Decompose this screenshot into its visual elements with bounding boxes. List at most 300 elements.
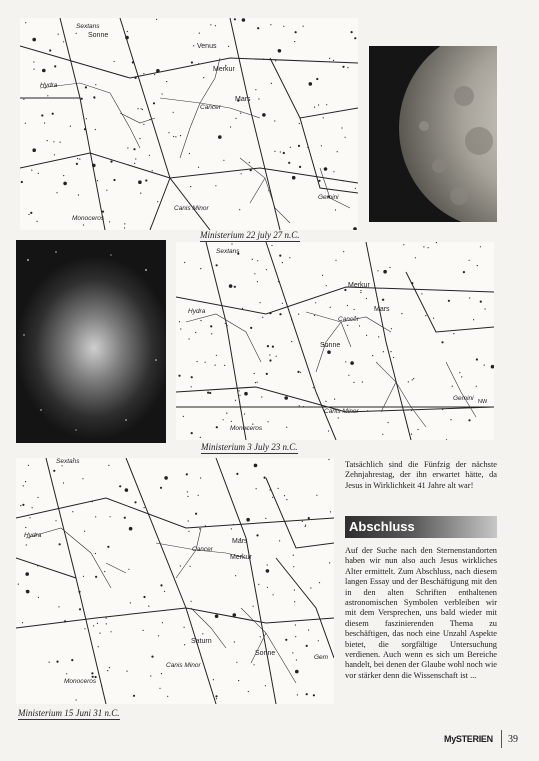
star-dot bbox=[240, 113, 241, 114]
star-dot bbox=[329, 58, 330, 59]
star-dot bbox=[230, 126, 231, 127]
star-dot bbox=[150, 675, 151, 676]
star-dot bbox=[354, 37, 356, 39]
star-dot bbox=[333, 60, 334, 61]
star-dot bbox=[54, 154, 55, 155]
star-dot bbox=[108, 465, 109, 466]
star-dot bbox=[267, 564, 268, 565]
star-dot bbox=[198, 495, 199, 496]
star-dot bbox=[360, 290, 361, 291]
star-dot bbox=[258, 98, 259, 99]
star-dot bbox=[308, 629, 309, 630]
star-map-1 bbox=[20, 18, 358, 230]
star-dot bbox=[114, 61, 115, 62]
star-dot bbox=[343, 251, 344, 252]
label-sextans: Sextans bbox=[216, 248, 240, 255]
star-dot bbox=[107, 670, 108, 671]
label-sonne: Sonne bbox=[320, 342, 341, 349]
star-dot bbox=[294, 41, 295, 42]
star-dot bbox=[83, 576, 84, 577]
star-dot bbox=[83, 224, 84, 225]
star-dot bbox=[160, 487, 162, 489]
star-dot bbox=[282, 303, 283, 304]
star-dot bbox=[26, 590, 27, 591]
star-dot bbox=[157, 201, 158, 202]
star-dot bbox=[84, 531, 85, 532]
star-dot bbox=[299, 166, 301, 168]
star-dot bbox=[303, 406, 304, 407]
star-dot bbox=[223, 419, 224, 420]
label-mars: Mars bbox=[235, 96, 251, 103]
star-dot bbox=[250, 169, 252, 171]
star-dot bbox=[156, 69, 160, 73]
star-dot bbox=[162, 622, 163, 623]
star-dot bbox=[476, 358, 478, 360]
star-dot bbox=[189, 153, 190, 154]
star-dot bbox=[134, 501, 136, 503]
star-dot bbox=[124, 227, 125, 228]
star-dot bbox=[42, 69, 46, 73]
star-dot bbox=[191, 386, 192, 387]
star-dot bbox=[328, 430, 329, 431]
star-dot bbox=[209, 392, 211, 394]
label-cancer: Cancer bbox=[200, 104, 221, 111]
star-dot bbox=[333, 171, 334, 172]
star-dot bbox=[216, 264, 218, 266]
star-dot bbox=[160, 584, 162, 586]
star-dot bbox=[190, 186, 191, 187]
star-dot bbox=[261, 396, 262, 397]
star-dot bbox=[143, 124, 144, 125]
star-dot bbox=[362, 381, 363, 382]
star-dot bbox=[325, 401, 326, 402]
star-dot bbox=[388, 422, 389, 423]
star-dot bbox=[310, 587, 311, 588]
star-dot bbox=[187, 491, 188, 492]
star-dot bbox=[210, 24, 211, 25]
star-dot bbox=[268, 421, 269, 422]
star-dot bbox=[291, 341, 292, 342]
star-dot bbox=[294, 601, 295, 602]
label-merkur: Merkur bbox=[230, 554, 252, 561]
star-dot bbox=[138, 180, 142, 184]
star-dot bbox=[279, 540, 280, 541]
star-dot bbox=[305, 525, 306, 526]
star-dot bbox=[47, 140, 48, 141]
star-dot bbox=[318, 180, 320, 182]
caption-map-2: Ministerium 3 July 23 n.C. bbox=[201, 442, 298, 452]
star-dot bbox=[249, 162, 250, 163]
star-dot bbox=[315, 302, 316, 303]
star-dot bbox=[71, 659, 73, 661]
star-dot bbox=[382, 299, 383, 300]
star-dot bbox=[463, 271, 465, 273]
star-dot bbox=[210, 325, 212, 327]
star-dot bbox=[207, 392, 209, 394]
star-dot bbox=[284, 495, 285, 496]
caption-map-3: Ministerium 15 Juni 31 n.C. bbox=[18, 708, 120, 718]
label-canis-minor: Canis Minor bbox=[324, 408, 359, 415]
star-dot bbox=[314, 107, 315, 108]
star-dot bbox=[306, 693, 308, 695]
star-dot bbox=[257, 382, 258, 383]
star-dot bbox=[255, 89, 256, 90]
star-dot bbox=[216, 426, 218, 428]
star-dot bbox=[248, 691, 249, 692]
star-dot bbox=[78, 591, 80, 593]
star-dot bbox=[299, 405, 300, 406]
star-dot bbox=[367, 410, 368, 411]
star-dot bbox=[299, 123, 300, 124]
star-dot bbox=[459, 372, 460, 373]
star-dot bbox=[63, 482, 64, 483]
star-dot bbox=[188, 520, 189, 521]
star-dot bbox=[66, 673, 67, 674]
star-dot bbox=[242, 308, 243, 309]
star-dot bbox=[318, 640, 319, 641]
star-dot bbox=[289, 257, 290, 258]
star-dot bbox=[166, 81, 167, 82]
star-dot bbox=[164, 591, 165, 592]
star-dot bbox=[353, 227, 357, 230]
star-dot bbox=[175, 136, 176, 137]
star-dot bbox=[81, 98, 83, 100]
star-dot bbox=[95, 516, 96, 517]
star-dot bbox=[342, 180, 343, 181]
star-dot bbox=[279, 255, 281, 257]
star-dot bbox=[179, 321, 180, 322]
star-dot bbox=[341, 127, 342, 128]
star-dot bbox=[21, 181, 23, 183]
star-dot bbox=[233, 613, 237, 617]
star-dot bbox=[334, 399, 335, 400]
star-dot bbox=[38, 173, 39, 174]
star-dot bbox=[303, 26, 304, 27]
star-dot bbox=[154, 74, 155, 75]
star-dot bbox=[484, 365, 485, 366]
star-dot bbox=[148, 606, 149, 607]
star-dot bbox=[49, 49, 51, 51]
star-dot bbox=[200, 477, 201, 478]
star-dot bbox=[184, 262, 185, 263]
galaxy-image bbox=[16, 240, 166, 443]
star-dot bbox=[58, 606, 59, 607]
star-dot bbox=[159, 688, 160, 689]
star-dot bbox=[93, 96, 95, 98]
star-dot bbox=[47, 95, 48, 96]
star-dot bbox=[234, 286, 236, 288]
star-dot bbox=[282, 262, 283, 263]
star-dot bbox=[377, 270, 378, 271]
star-dot bbox=[28, 214, 29, 215]
footer-divider bbox=[501, 730, 502, 748]
star-dot bbox=[278, 488, 279, 489]
star-dot bbox=[59, 543, 61, 545]
star-dot bbox=[452, 386, 453, 387]
star-dot bbox=[30, 212, 32, 214]
star-dot bbox=[309, 82, 313, 86]
star-dot bbox=[164, 476, 168, 480]
star-dot bbox=[268, 190, 269, 191]
intro-paragraph: Tatsächlich sind die Fünfzig der nächste Zehnjahrestag, der ihn erwartet hätte, da Jesus in Wirklichkeit 41 Jahre alt war! bbox=[345, 460, 497, 490]
star-dot bbox=[215, 365, 216, 366]
star-dot bbox=[262, 317, 263, 318]
star-dot bbox=[53, 141, 54, 142]
label-gemini: Gemini bbox=[318, 194, 339, 201]
star-dot bbox=[106, 190, 107, 191]
star-dot bbox=[190, 566, 191, 567]
star-dot bbox=[231, 421, 232, 422]
label-gemini: Gemini bbox=[453, 395, 474, 402]
star-dot bbox=[295, 636, 296, 637]
star-dot bbox=[223, 160, 224, 161]
star-dot bbox=[110, 161, 112, 163]
star-dot bbox=[143, 596, 145, 598]
star-dot bbox=[254, 664, 255, 665]
star-dot bbox=[403, 244, 404, 245]
star-dot bbox=[78, 194, 79, 195]
star-dot bbox=[330, 307, 331, 308]
star-dot bbox=[25, 123, 26, 124]
star-dot bbox=[417, 429, 418, 430]
star-dot bbox=[401, 313, 402, 314]
star-dot bbox=[37, 221, 38, 222]
star-dot bbox=[203, 77, 204, 78]
star-dot bbox=[313, 694, 315, 696]
star-dot bbox=[95, 553, 96, 554]
star-dot bbox=[110, 516, 111, 517]
star-dot bbox=[246, 518, 250, 522]
star-dot bbox=[274, 151, 275, 152]
label-canis-minor: Canis Minor bbox=[174, 205, 209, 212]
star-dot bbox=[137, 108, 138, 109]
star-dot bbox=[347, 325, 348, 326]
star-dot bbox=[173, 112, 174, 113]
star-dot bbox=[263, 59, 264, 60]
star-dot bbox=[173, 136, 174, 137]
star-dot bbox=[205, 525, 206, 526]
star-dot bbox=[353, 382, 354, 383]
star-dot bbox=[338, 417, 339, 418]
star-dot bbox=[124, 223, 125, 224]
page-number: 39 bbox=[508, 734, 518, 745]
star-dot bbox=[274, 120, 275, 121]
star-dot bbox=[242, 18, 246, 22]
star-dot bbox=[22, 504, 24, 506]
star-dot bbox=[32, 148, 36, 152]
star-dot bbox=[256, 534, 258, 536]
star-dot bbox=[323, 117, 324, 118]
star-dot bbox=[239, 209, 240, 210]
star-dot bbox=[202, 633, 203, 634]
star-dot bbox=[213, 679, 214, 680]
star-dot bbox=[324, 167, 328, 171]
star-dot bbox=[52, 113, 54, 115]
star-dot bbox=[345, 361, 346, 362]
star-dot bbox=[238, 680, 239, 681]
star-dot bbox=[211, 333, 212, 334]
star-dot bbox=[295, 31, 297, 33]
star-dot bbox=[257, 27, 259, 29]
star-dot bbox=[198, 63, 199, 64]
star-dot bbox=[253, 606, 254, 607]
star-dot bbox=[183, 416, 184, 417]
star-dot bbox=[84, 128, 86, 130]
star-dot bbox=[257, 260, 258, 261]
star-dot bbox=[267, 345, 269, 347]
star-dot bbox=[95, 84, 96, 85]
star-dot bbox=[86, 118, 87, 119]
star-dot bbox=[321, 145, 322, 146]
star-dot bbox=[125, 488, 129, 492]
galaxy-photo bbox=[16, 240, 166, 443]
star-dot bbox=[421, 293, 422, 294]
star-dot bbox=[53, 470, 55, 472]
star-dot bbox=[286, 427, 287, 428]
star-dot bbox=[266, 269, 267, 270]
star-dot bbox=[330, 511, 331, 512]
star-dot bbox=[125, 36, 129, 40]
star-dot bbox=[227, 325, 228, 326]
star-dot bbox=[477, 265, 478, 266]
star-dot bbox=[229, 284, 233, 288]
label-sextans: Sextans bbox=[56, 458, 80, 465]
star-dot bbox=[284, 396, 288, 400]
star-dot bbox=[102, 211, 104, 213]
star-dot bbox=[350, 361, 354, 365]
star-dot bbox=[28, 465, 29, 466]
star-dot bbox=[461, 376, 462, 377]
star-dot bbox=[269, 489, 270, 490]
star-dot bbox=[241, 173, 242, 174]
star-dot bbox=[79, 608, 81, 610]
star-dot bbox=[144, 507, 145, 508]
star-dot bbox=[337, 151, 338, 152]
label-monoceros: Monoceros bbox=[64, 678, 97, 685]
star-dot bbox=[62, 465, 63, 466]
star-dot bbox=[63, 182, 67, 186]
star-dot bbox=[319, 582, 320, 583]
star-dot bbox=[93, 625, 94, 626]
star-dot bbox=[199, 528, 200, 529]
star-dot bbox=[95, 129, 96, 130]
star-dot bbox=[355, 188, 356, 189]
star-dot bbox=[127, 147, 128, 148]
star-dot bbox=[92, 501, 93, 502]
star-dot bbox=[226, 413, 227, 414]
label-merkur: Merkur bbox=[348, 282, 370, 289]
star-dot bbox=[195, 513, 197, 515]
star-dot bbox=[200, 268, 201, 269]
star-dot bbox=[270, 24, 271, 25]
star-dot bbox=[390, 351, 391, 352]
star-dot bbox=[113, 179, 115, 181]
star-dot bbox=[135, 158, 136, 159]
star-dot bbox=[133, 148, 135, 150]
star-dot bbox=[129, 527, 133, 531]
label-sonne: Sonne bbox=[88, 32, 109, 39]
star-dot bbox=[56, 192, 57, 193]
star-dot bbox=[441, 341, 443, 343]
star-dot bbox=[139, 138, 140, 139]
star-dot bbox=[60, 142, 61, 143]
star-dot bbox=[205, 362, 206, 363]
star-dot bbox=[276, 356, 277, 357]
label-monoceros: Monoceros bbox=[72, 215, 105, 222]
star-dot bbox=[305, 526, 306, 527]
star-dot bbox=[215, 614, 219, 618]
star-dot bbox=[97, 180, 98, 181]
label-mars: Mars bbox=[232, 538, 248, 545]
star-dot bbox=[307, 147, 308, 148]
star-dot bbox=[238, 390, 239, 391]
star-dot bbox=[265, 685, 266, 686]
star-dot bbox=[109, 221, 110, 222]
star-dot bbox=[142, 109, 143, 110]
star-dot bbox=[82, 478, 83, 479]
star-dot bbox=[180, 135, 181, 136]
star-dot bbox=[109, 667, 110, 668]
star-dot bbox=[151, 656, 153, 658]
star-dot bbox=[265, 518, 266, 519]
star-dot bbox=[22, 622, 23, 623]
star-dot bbox=[354, 309, 355, 310]
star-dot bbox=[236, 662, 237, 663]
star-dot bbox=[55, 520, 56, 521]
star-dot bbox=[184, 644, 185, 645]
star-dot bbox=[327, 350, 331, 354]
star-dot bbox=[195, 332, 196, 333]
star-dot bbox=[130, 602, 131, 603]
star-dot bbox=[411, 282, 413, 284]
moon-image bbox=[369, 46, 497, 222]
star-dot bbox=[156, 19, 157, 20]
star-dot bbox=[344, 289, 346, 291]
star-dot bbox=[389, 267, 390, 268]
label-venus: Venus bbox=[197, 43, 217, 50]
star-dot bbox=[285, 639, 287, 641]
star-dot bbox=[101, 685, 102, 686]
star-dot bbox=[41, 114, 43, 116]
star-dot bbox=[25, 572, 29, 576]
star-dot bbox=[423, 246, 424, 247]
star-dot bbox=[32, 507, 33, 508]
star-dot bbox=[189, 338, 190, 339]
section-heading: Abschluss bbox=[349, 519, 415, 534]
star-dot bbox=[25, 527, 26, 528]
star-dot bbox=[149, 155, 150, 156]
star-dot bbox=[257, 281, 258, 282]
moon-photo bbox=[369, 46, 497, 222]
star-dot bbox=[215, 25, 216, 26]
star-dot bbox=[23, 485, 24, 486]
star-dot bbox=[216, 355, 217, 356]
star-dot bbox=[295, 670, 299, 674]
star-dot bbox=[63, 175, 64, 176]
star-dot bbox=[308, 517, 310, 519]
star-dot bbox=[291, 319, 292, 320]
star-dot bbox=[104, 571, 105, 572]
star-dot bbox=[348, 375, 349, 376]
star-dot bbox=[347, 305, 348, 306]
star-dot bbox=[134, 163, 135, 164]
star-dot bbox=[329, 562, 330, 563]
star-dot bbox=[328, 459, 329, 460]
star-dot bbox=[294, 589, 295, 590]
star-dot bbox=[235, 575, 236, 576]
star-dot bbox=[180, 328, 181, 329]
star-dot bbox=[119, 485, 121, 487]
